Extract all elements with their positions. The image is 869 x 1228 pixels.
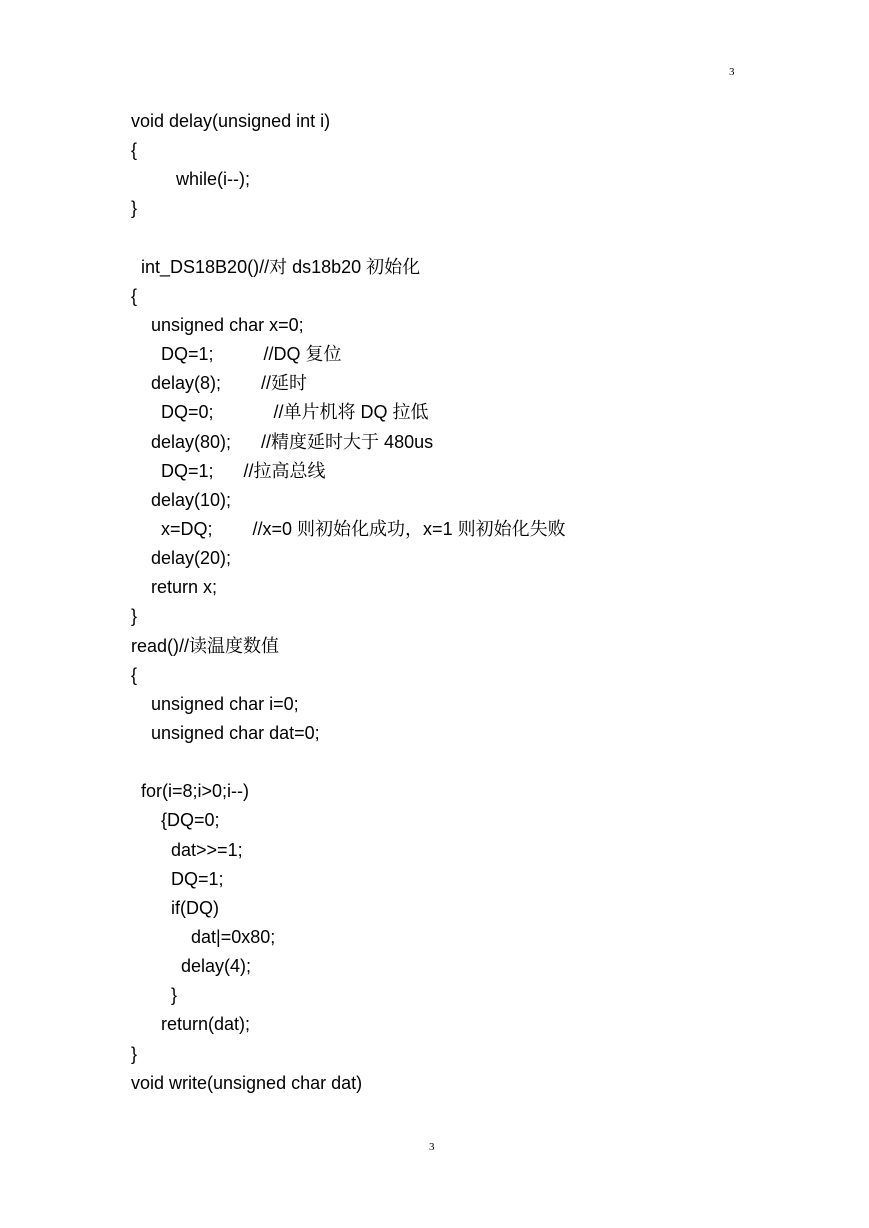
code-line: { (131, 140, 138, 161)
code-line: while(i--); (131, 169, 251, 190)
code-line: void delay(unsigned int i) (131, 111, 331, 131)
code-listing (131, 107, 751, 1098)
code-line: dat>>=1; (131, 839, 243, 860)
code-line: delay(10); (131, 489, 232, 510)
code-line: dat|=0x80; (131, 926, 276, 947)
code-line: delay(4); (131, 956, 252, 977)
code-line: {DQ=0; (131, 810, 220, 831)
code-line: } (131, 606, 138, 627)
page-number-bottom: 3 (429, 1141, 435, 1153)
page-number-top: 3 (729, 66, 735, 78)
code-line: } (131, 1043, 138, 1064)
code-line: { (131, 285, 138, 306)
code-line: x=DQ; //x=0 则初始化成功，x=1 则初始化失败 (131, 518, 566, 539)
code-line: int_DS18B20()//对 ds18b20 初始化 (131, 256, 421, 277)
code-line: DQ=0; //单片机将 DQ 拉低 (131, 402, 429, 423)
code-line: return(dat); (131, 1014, 251, 1035)
code-line: DQ=1; //DQ 复位 (131, 344, 342, 365)
code-line (131, 224, 751, 253)
code-line: if(DQ) (131, 897, 219, 918)
code-line: return x; (131, 577, 218, 598)
code-line: DQ=1; (131, 868, 224, 889)
code-line: } (131, 198, 138, 219)
code-line: for(i=8;i>0;i--) (131, 781, 250, 802)
code-line: unsigned char i=0; (131, 693, 299, 714)
code-line: delay(80); //精度延时大于 480us (131, 431, 434, 452)
code-line: DQ=1; //拉高总线 (131, 460, 326, 481)
code-line: delay(20); (131, 548, 232, 569)
code-line: delay(8); //延时 (131, 373, 308, 394)
code-line: unsigned char x=0; (131, 314, 304, 335)
code-line: { (131, 664, 138, 685)
code-line: void write(unsigned char dat) (131, 1072, 363, 1093)
code-line (131, 748, 751, 777)
code-line: } (131, 985, 178, 1006)
code-line: read()//读温度数值 (131, 635, 280, 656)
code-line: unsigned char dat=0; (131, 722, 320, 743)
